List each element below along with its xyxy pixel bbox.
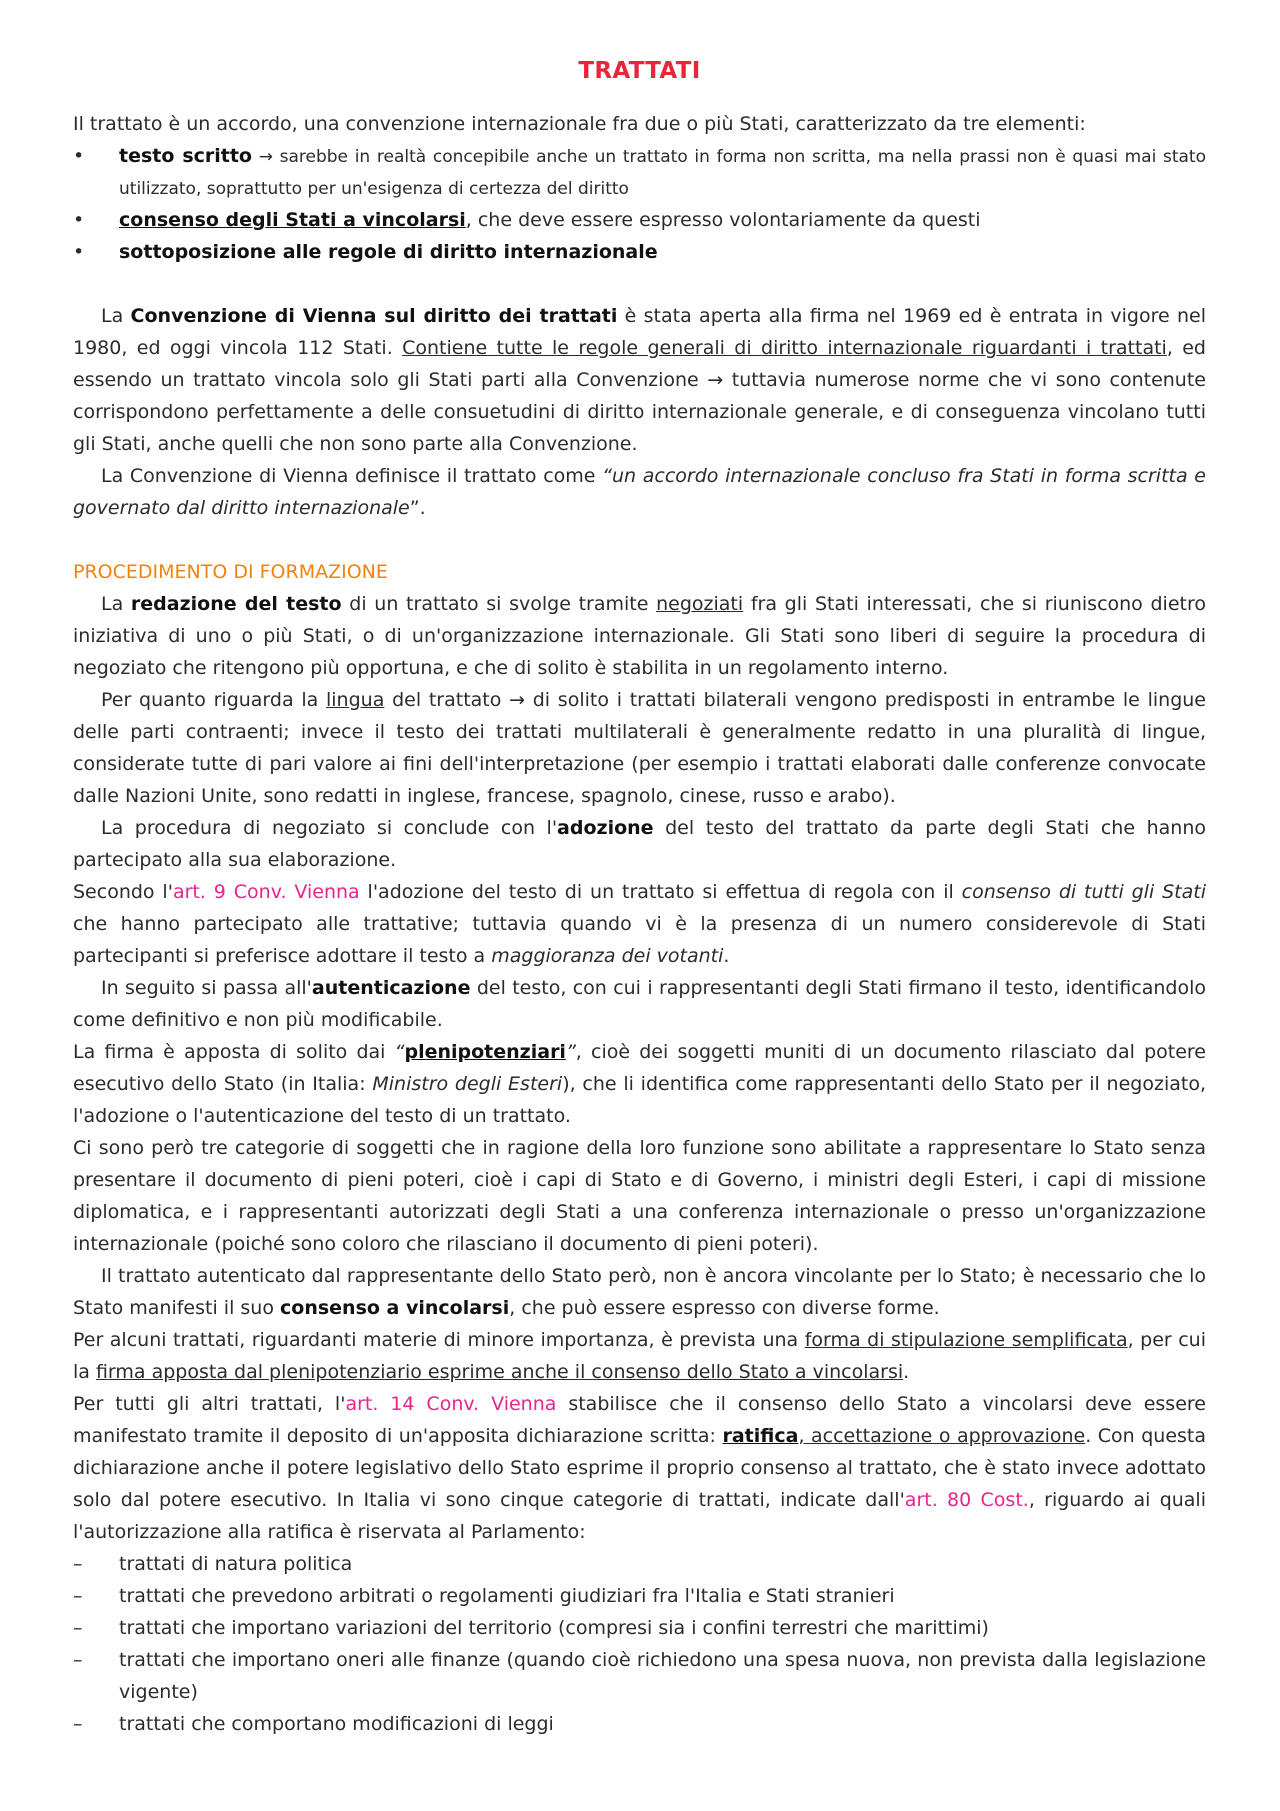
text-run: del testo, con cui i rappresentanti degli Stati firmano il testo, identificandolo come definitivo e non più modificabile. (73, 977, 1206, 1031)
adozione-paragraph (73, 812, 1206, 876)
highlight-term: ratifica (722, 1425, 799, 1447)
text-run: , ed essendo un trattato vincola solo gli Stati parti alla Convenzione → tuttavia numerose norme che vi sono contenute corrispondono perfettamente a delle consuetudini di diritto internazionale generale, e di conseguenza vincolano tutti gli Stati, anche quelli che non sono parte alla Convenzione. (73, 337, 1206, 455)
article-reference: art. 9 Conv. Vienna (172, 881, 360, 903)
text-run: “ (394, 1041, 405, 1063)
redazione-paragraph (73, 588, 1206, 684)
page-title: TRATTATI (578, 58, 701, 84)
highlight-term: adozione (557, 817, 654, 839)
text-run: In seguito si passa all' (101, 977, 312, 999)
category-text: trattati che prevedono arbitrati o regolamenti giudiziari fra l'Italia e Stati stranieri (119, 1585, 895, 1607)
text-run: , cioè dei soggetti muniti di un documento rilasciato dal potere esecutivo dello Stato (in Italia: (73, 1041, 1206, 1095)
category-text: trattati che importano oneri alle finanze (quando cioè richiedono una spesa nuova, non prevista dalla legislazione vigente) (119, 1649, 1206, 1703)
art9-paragraph (73, 876, 1206, 972)
underlined-text: forma di stipulazione semplificata (804, 1329, 1128, 1351)
text-run: Secondo l' (73, 881, 173, 903)
list-item (73, 1708, 1206, 1740)
text-run: . (903, 1361, 910, 1383)
article-reference: art. 80 Cost. (904, 1489, 1029, 1511)
text-run: Per alcuni trattati, riguardanti materie di minore importanza, è prevista una (73, 1329, 805, 1351)
italic-text: maggioranza dei votanti (491, 945, 724, 967)
text-run: che hanno partecipato alle trattative; tuttavia quando vi è la presenza di un numero considerevole di Stati partecipanti si preferisce adottare il testo a (73, 913, 1206, 967)
text-run: ” (565, 1041, 576, 1063)
highlight-term: plenipotenziari (404, 1041, 566, 1063)
text-run: . (723, 945, 730, 967)
intro-paragraph: Il trattato è un accordo, una convenzione internazionale fra due o più Stati, caratterizzato da tre elementi: (73, 113, 1086, 135)
quoted-definition: “un accordo internazionale concluso fra Stati in forma scritta e governato dal diritto internazionale (73, 465, 1206, 519)
element-text: → sarebbe in realtà concepibile anche un trattato in forma non scritta, ma nella prassi non è quasi mai stato utilizzato, soprattutto per un'esigenza di certezza del diritto (119, 147, 1206, 199)
list-item (73, 236, 1206, 268)
text-run: , riguardo ai quali l'autorizzazione alla ratifica è riservata al Parlamento: (73, 1489, 1206, 1543)
text-run: del trattato → di solito i trattati bilaterali vengono predisposti in entrambe le lingue delle parti contraenti; invece il testo dei trattati multilaterali è generalmente redatto in una pluralità di lingue, considerate tutte di pari valore ai fini dell'interpretazione (per esempio i trattati elaborati dalle conferenze convocate dalle Nazioni Unite, sono redatti in inglese, francese, spagnolo, cinese, russo e arabo). (73, 689, 1206, 807)
italic-text: consenso di tutti gli Stati (961, 881, 1206, 903)
text-run: Per tutti gli altri trattati, l' (73, 1393, 346, 1415)
underlined-text: Contiene tutte le regole generali di diritto internazionale riguardanti i trattati (402, 337, 1167, 359)
bullet-icon: • (73, 209, 85, 231)
spacer (73, 268, 1206, 300)
underlined-text: , accettazione o approvazione (798, 1425, 1086, 1447)
dash-icon: – (73, 1713, 83, 1735)
lingua-paragraph (73, 684, 1206, 812)
list-item (73, 1580, 1206, 1612)
list-item (73, 140, 1206, 204)
bullet-icon: • (73, 241, 85, 263)
text-run: ), che li identifica come rappresentanti dello Stato per il negoziato, l'adozione o l'autenticazione del testo di un trattato. (73, 1073, 1206, 1127)
spacer (73, 524, 1206, 556)
list-item (73, 1548, 1206, 1580)
art14-paragraph (73, 1388, 1206, 1548)
dash-icon: – (73, 1585, 83, 1607)
italic-text: Ministro degli Esteri (372, 1073, 563, 1095)
underlined-text: negoziati (656, 593, 744, 615)
category-text: trattati che importano variazioni del territorio (compresi sia i confini terrestri che marittimi) (119, 1617, 989, 1639)
highlight-term: consenso a vincolarsi (280, 1297, 510, 1319)
element-text: , che deve essere espresso volontariamente da questi (465, 209, 981, 231)
element-term: testo scritto (119, 145, 252, 167)
element-term: sottoposizione alle regole di diritto internazionale (119, 241, 658, 263)
text-run: del testo del trattato da parte degli Stati che hanno partecipato alla sua elaborazione. (73, 817, 1206, 871)
dash-icon: – (73, 1617, 83, 1639)
consenso-paragraph (73, 1260, 1206, 1324)
highlight-term: redazione del testo (130, 593, 342, 615)
firma-paragraph (73, 1036, 1206, 1132)
text-run: La (101, 593, 131, 615)
category-text: trattati che comportano modificazioni di leggi (119, 1713, 554, 1735)
text-run: Il trattato autenticato dal rappresentante dello Stato però, non è ancora vincolante per lo Stato; è necessario che lo Stato manifesti il suo (73, 1265, 1206, 1319)
bullet-icon: • (73, 145, 85, 167)
vienna-paragraph (73, 300, 1206, 460)
list-item (73, 1612, 1206, 1644)
highlight-term: Convenzione di Vienna sul diritto dei trattati (130, 305, 618, 327)
list-item (73, 204, 1206, 236)
text-run: La (101, 305, 131, 327)
text-run: stabilisce che il consenso dello Stato a vincolarsi deve essere manifestato tramite il deposito di un'apposita dichiarazione scritta: (73, 1393, 1206, 1447)
dash-icon: – (73, 1553, 83, 1575)
text-run: La Convenzione di Vienna definisce il trattato come (101, 465, 603, 487)
highlight-term: autenticazione (311, 977, 471, 999)
list-item (73, 1644, 1206, 1708)
underlined-text: firma apposta dal plenipotenziario esprime anche il consenso dello Stato a vincolarsi (95, 1361, 904, 1383)
categorie-paragraph: Ci sono però tre categorie di soggetti che in ragione della loro funzione sono abilitate a rappresentare lo Stato senza presentare il documento di pieni poteri, cioè i capi di Stato e di Governo, i ministri degli Esteri, i capi di missione diplomatica, e i rappresentanti autorizzati degli Stati a una conferenza internazionale o presso un'organizzazione internazionale (poiché sono coloro che rilasciano il documento di pieni poteri). (73, 1137, 1206, 1255)
section-heading: PROCEDIMENTO DI FORMAZIONE (73, 561, 388, 583)
element-term: consenso degli Stati a vincolarsi (119, 209, 466, 231)
text-run: , per cui la (73, 1329, 1207, 1383)
text-run: ”. (409, 497, 426, 519)
definition-paragraph (73, 460, 1206, 524)
text-run: l'adozione del testo di un trattato si effettua di regola con il (359, 881, 962, 903)
text-run: La firma è apposta di solito dai (73, 1041, 395, 1063)
dash-icon: – (73, 1649, 83, 1671)
text-run: di un trattato si svolge tramite (341, 593, 657, 615)
text-run: è stata aperta alla firma nel 1969 ed è entrata in vigore nel 1980, ed oggi vincola 112 Stati. (73, 305, 1206, 359)
text-run: , che può essere espresso con diverse forme. (509, 1297, 940, 1319)
article-reference: art. 14 Conv. Vienna (345, 1393, 557, 1415)
text-run: . Con questa dichiarazione anche il potere legislativo dello Stato esprime il proprio consenso al trattato, che è stato invece adottato solo dal potere esecutivo. In Italia vi sono cinque categorie di trattati, indicate dall' (73, 1425, 1206, 1511)
text-run: La procedura di negoziato si conclude con l' (101, 817, 558, 839)
underlined-text: lingua (326, 689, 385, 711)
semplificata-paragraph (73, 1324, 1206, 1388)
autenticazione-paragraph (73, 972, 1206, 1036)
category-text: trattati di natura politica (119, 1553, 353, 1575)
text-run: Per quanto riguarda la (101, 689, 326, 711)
text-run: fra gli Stati interessati, che si riuniscono dietro iniziativa di uno o più Stati, o di un'organizzazione internazionale. Gli Stati sono liberi di seguire la procedura di negoziato che ritengono più opportuna, e che di solito è stabilita in un regolamento interno. (73, 593, 1206, 679)
